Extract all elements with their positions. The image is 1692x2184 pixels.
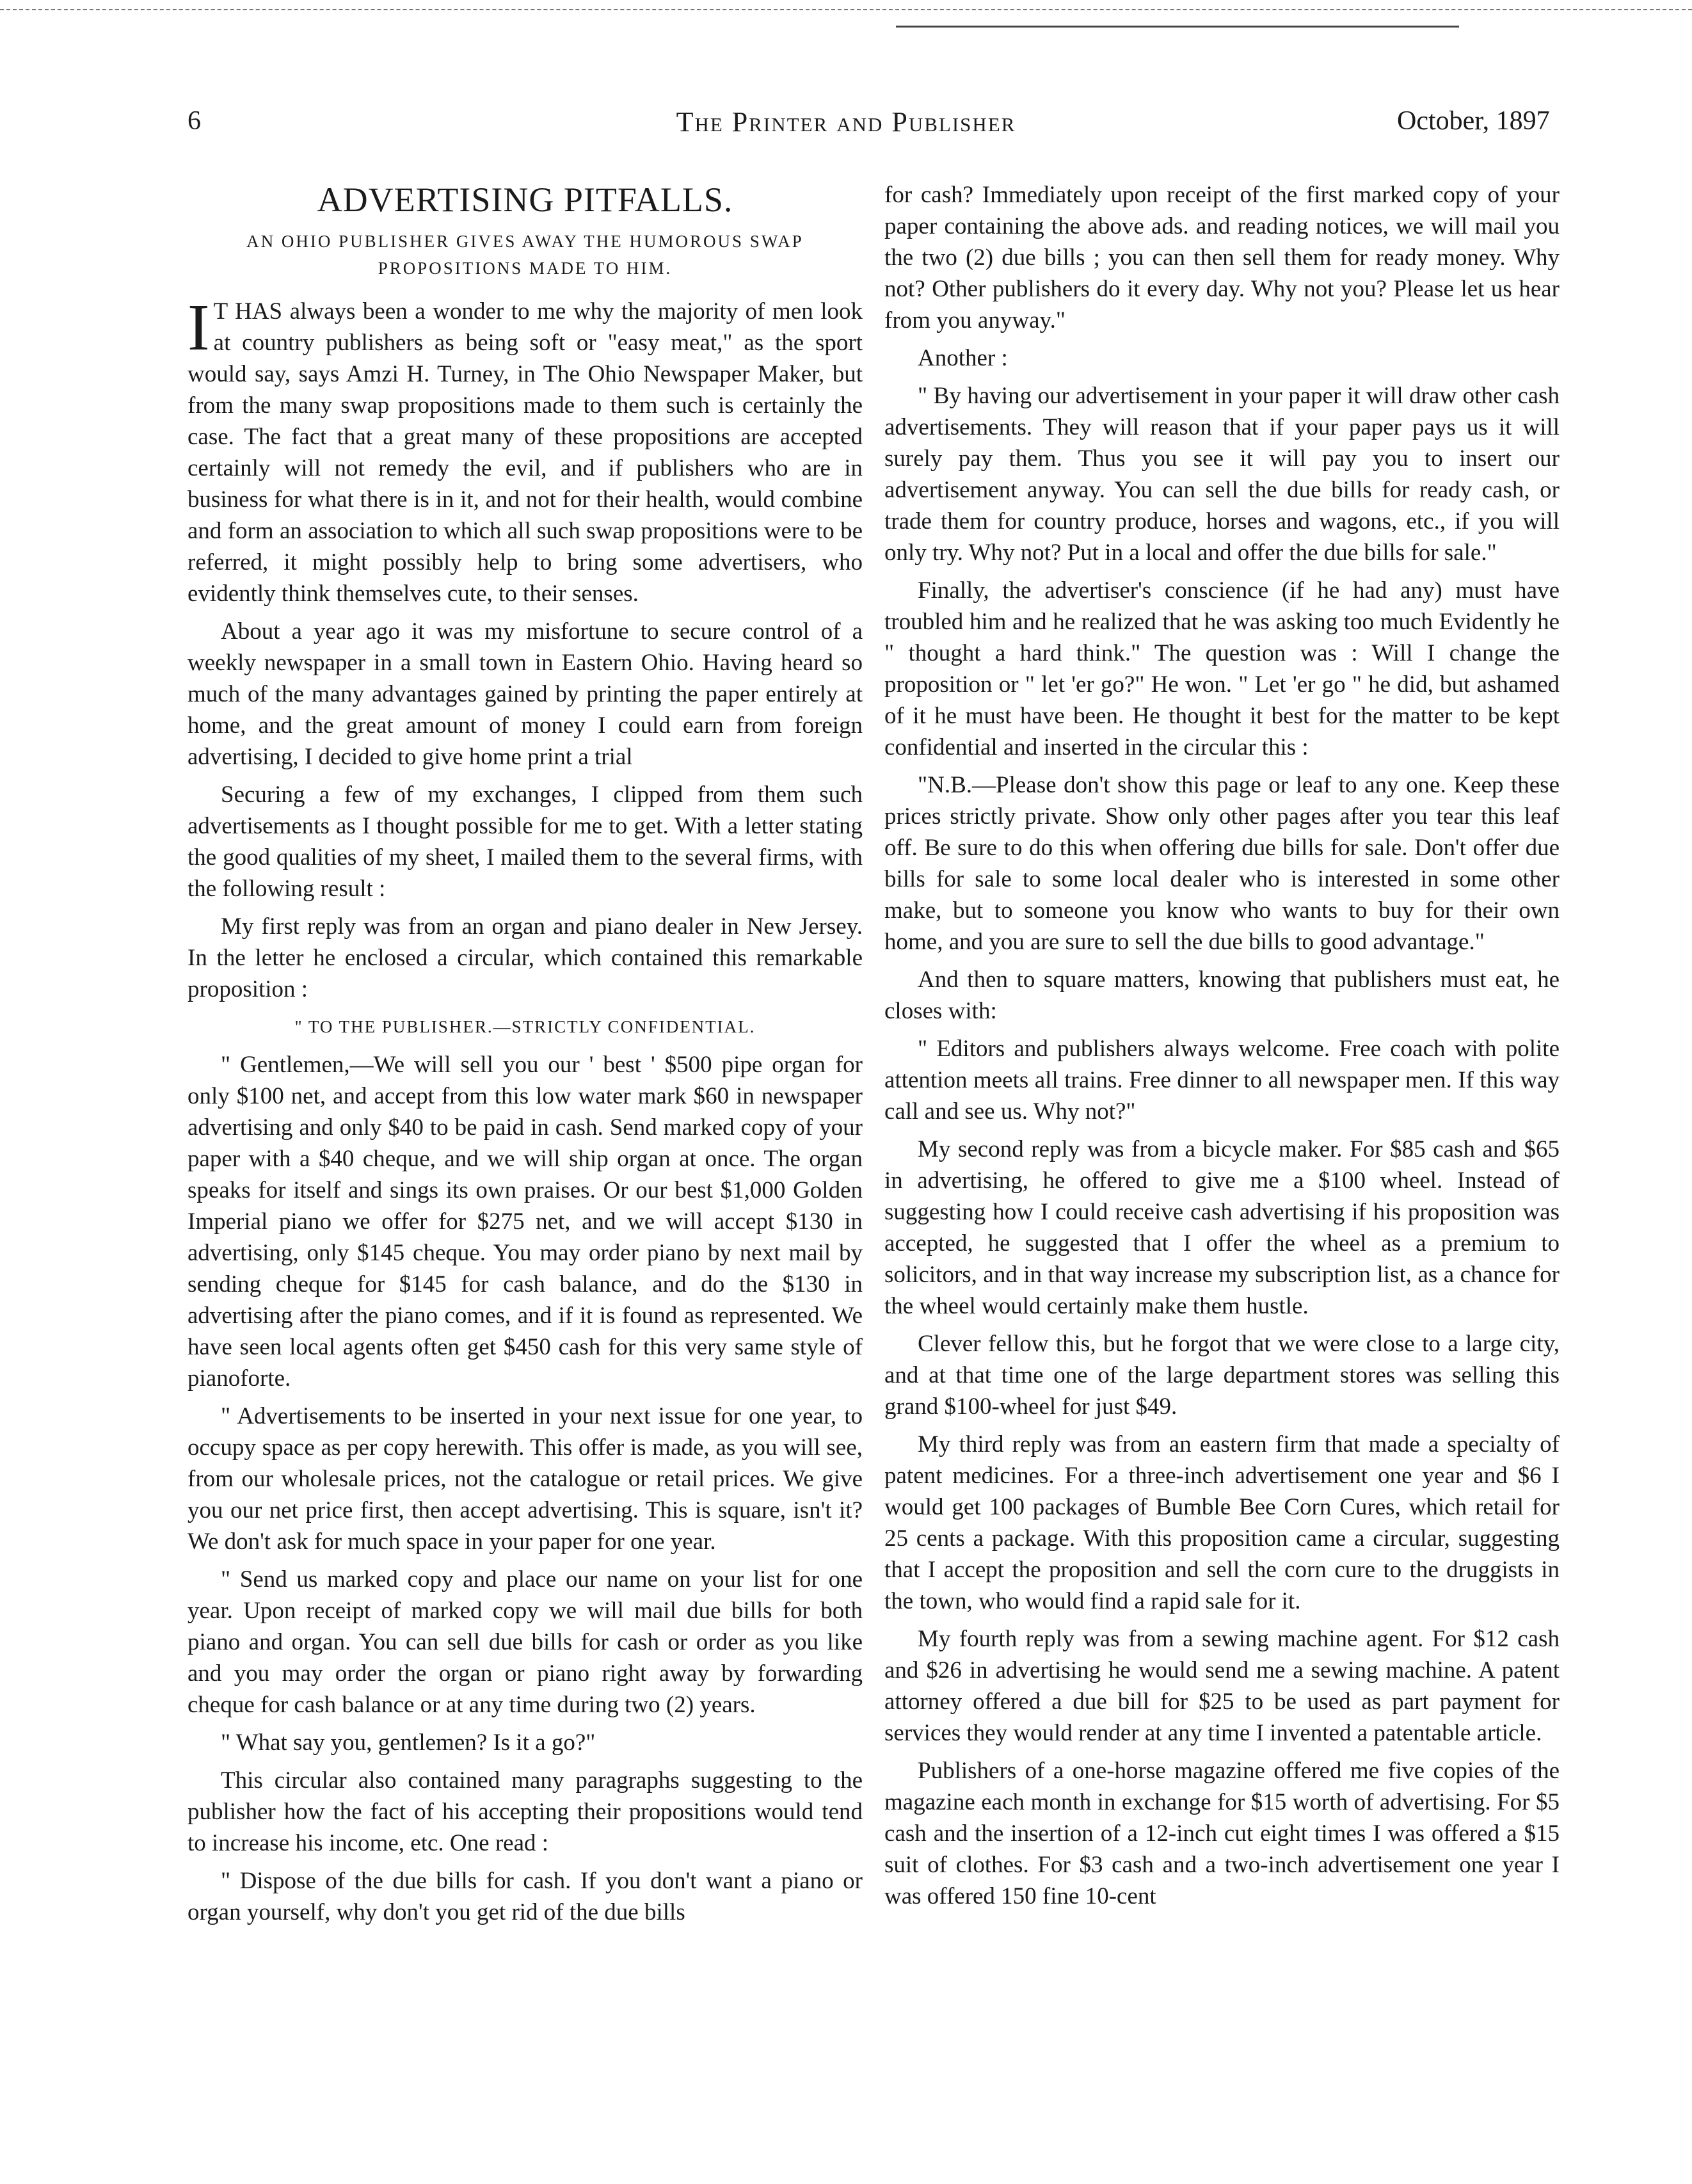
paragraph: " Editors and publishers always welcome. Free coach with polite attention meets all trains. Free dinner to all newspaper men. If this way call and see us. Why not?" bbox=[884, 1036, 1560, 1125]
paragraph: Publishers of a one-horse magazine offered me five copies of the magazine each month in exchange for $15 worth of advertising. For $5 cash and the insertion of a 12-inch cut eight times I was offered a $15 suit of clothes. For $3 cash and a two-inch advertisement one year I was offered 150 fine 10-cent bbox=[884, 1758, 1560, 1909]
paragraph: My third reply was from an eastern firm that made a specialty of patent medicines. For a three-inch advertisement one year and $6 I would get 100 packages of Bumble Bee Corn Cures, which retail for 25 cents a package. With this proposition came a circular, suggesting that I accept the proposition and sell the corn cure to the druggists in the town, who would find a rapid sale for it. bbox=[884, 1431, 1560, 1614]
paragraph: My second reply was from a bicycle maker. For $85 cash and $65 in advertising, he offered to give me a $100 wheel. Instead of suggesting how I could receive cash advertising if his proposition was accepted, he suggested that I offer the wheel as a premium to solicitors, and in that way increase my subscription list, as a chance for the wheel would certainly make them hustle. bbox=[884, 1136, 1560, 1319]
paragraph: This circular also contained many paragraphs suggesting to the publisher how the fact of his accepting their propositions would tend to increase his income, etc. One read : bbox=[188, 1767, 863, 1856]
paragraph: " Gentlemen,—We will sell you our ' best ' $500 pipe organ for only $100 net, and accept from this low water mark $60 in newspaper advertising and only $40 to be paid in cash. Send marked copy of your paper with a $40 cheque, and we will ship organ at once. The organ speaks for itself and sings its own praises. Or our best $1,000 Golden Imperial piano we offer for $275 net, and we will accept $130 in advertising, only $145 cheque. You may order piano by next mail by sending cheque for $145 for cash balance, and do the $130 in advertising after the piano comes, and if it is found as represented. We have seen local agents often get $450 cash for this very same style of pianoforte. bbox=[188, 1052, 863, 1392]
paragraph: Finally, the advertiser's conscience (if he had any) must have troubled him and he realized that he was asking too much Evidently he " thought a hard think." The question was : Will I change the proposition or " let 'er go?" He won. " Let 'er go " he did, but ashamed of it he must have been. He thought it best for the matter to be kept confidential and inserted in the circular this : bbox=[884, 577, 1560, 760]
paragraph: IT HAS always been a wonder to me why the majority of men look at country publishers as being soft or "easy meat," as the sport would say, says Amzi H. Turney, in The Ohio Newspaper Maker, but from the many swap propositions made to them such is certainly the case. The fact that a great many of these propositions are accepted certainly will not remedy the evil, and if publishers who are in business for what there is in it, and not for their health, would combine and form an association to which all such swap propositions were to be referred, it might possibly help to bring some advertisers, who evidently think themselves cute, to their senses. bbox=[188, 291, 863, 607]
paragraph: "N.B.—Please don't show this page or leaf to any one. Keep these prices strictly private. Show only other pages after you tear this leaf off. Be sure to do this when offering due bills for sale. Don't offer due bills for sale to some local dealer who is interested in some other make, but to someone you know who wants to buy for their own home, and you are sure to sell the due bills to good advantage." bbox=[884, 772, 1560, 955]
paragraph: " What say you, gentlemen? Is it a go?" bbox=[221, 1730, 596, 1756]
right-column bbox=[884, 179, 1560, 1918]
journal-title: The Printer and Publisher bbox=[676, 106, 1016, 138]
paragraph: " By having our advertisement in your paper it will draw other cash advertisements. They will reason that if your paper pays us it will surely pay them. Thus you see it will pay you to insert our advertisement anyway. You can sell the due bills for ready cash, or trade them for country produce, horses and wagons, etc., if you will only try. Why not? Put in a local and offer the due bills for sale." bbox=[884, 383, 1560, 566]
article-subtitle: AN OHIO PUBLISHER GIVES AWAY THE HUMOROUS SWAP PROPOSITIONS MADE TO HIM. bbox=[246, 232, 804, 278]
top-rule-solid bbox=[896, 26, 1459, 28]
left-column bbox=[188, 173, 863, 1934]
paragraph: My first reply was from an organ and piano dealer in New Jersey. In the letter he enclosed a circular, which contained this remarkable proposition : bbox=[188, 913, 863, 1002]
paragraph: And then to square matters, knowing that publishers must eat, he closes with: bbox=[884, 967, 1560, 1024]
paragraph: My fourth reply was from a sewing machine agent. For $12 cash and $26 in advertising he would send me a sewing machine. A patent attorney offered a due bill for $25 to be used as part payment for services they would render at any time I invented a patentable article. bbox=[884, 1626, 1560, 1746]
paragraph: " Advertisements to be inserted in your next issue for one year, to occupy space as per copy herewith. This offer is made, as you will see, from our wholesale prices, not the catalogue or retail prices. We give you our net price first, then accept advertising. This is square, isn't it? We don't ask for much space in your paper for one year. bbox=[188, 1403, 863, 1555]
article-title: ADVERTISING PITFALLS. bbox=[317, 181, 733, 219]
page-header bbox=[0, 106, 1692, 144]
paragraph: for cash? Immediately upon receipt of the first marked copy of your paper containing the above ads. and reading notices, we will mail you the two (2) due bills ; you can then sell them for ready money. Why not? Other publishers do it every day. Why not you? Please let us hear from you anyway." bbox=[884, 182, 1560, 333]
page-number: 6 bbox=[188, 106, 201, 136]
top-rule bbox=[0, 9, 1692, 10]
paragraph: Securing a few of my exchanges, I clipped from them such advertisements as I thought possible for me to get. With a letter stating the good qualities of my sheet, I mailed them to the several firms, with the following result : bbox=[188, 782, 863, 902]
paragraph: Another : bbox=[918, 345, 1008, 371]
circular-heading: " TO THE PUBLISHER.—STRICTLY CONFIDENTIAL. bbox=[294, 1017, 756, 1036]
paragraph: Clever fellow this, but he forgot that we were close to a large city, and at that time one of the large department stores was selling this grand $100-wheel for just $49. bbox=[884, 1331, 1560, 1420]
issue-date: October, 1897 bbox=[1397, 106, 1550, 136]
paragraph: " Send us marked copy and place our name on your list for one year. Upon receipt of marked copy we will mail due bills for both piano and organ. You can sell due bills for cash or order as you like and you may order the organ or piano right away by forwarding cheque for cash balance or at any time during two (2) years. bbox=[188, 1566, 863, 1718]
paragraph: About a year ago it was my misfortune to secure control of a weekly newspaper in a small town in Eastern Ohio. Having heard so much of the many advantages gained by printing the paper entirely at home, and the great amount of money I could earn from foreign advertising, I decided to give home print a trial bbox=[188, 618, 863, 770]
paragraph: " Dispose of the due bills for cash. If you don't want a piano or organ yourself, why don't you get rid of the due bills bbox=[188, 1868, 863, 1925]
